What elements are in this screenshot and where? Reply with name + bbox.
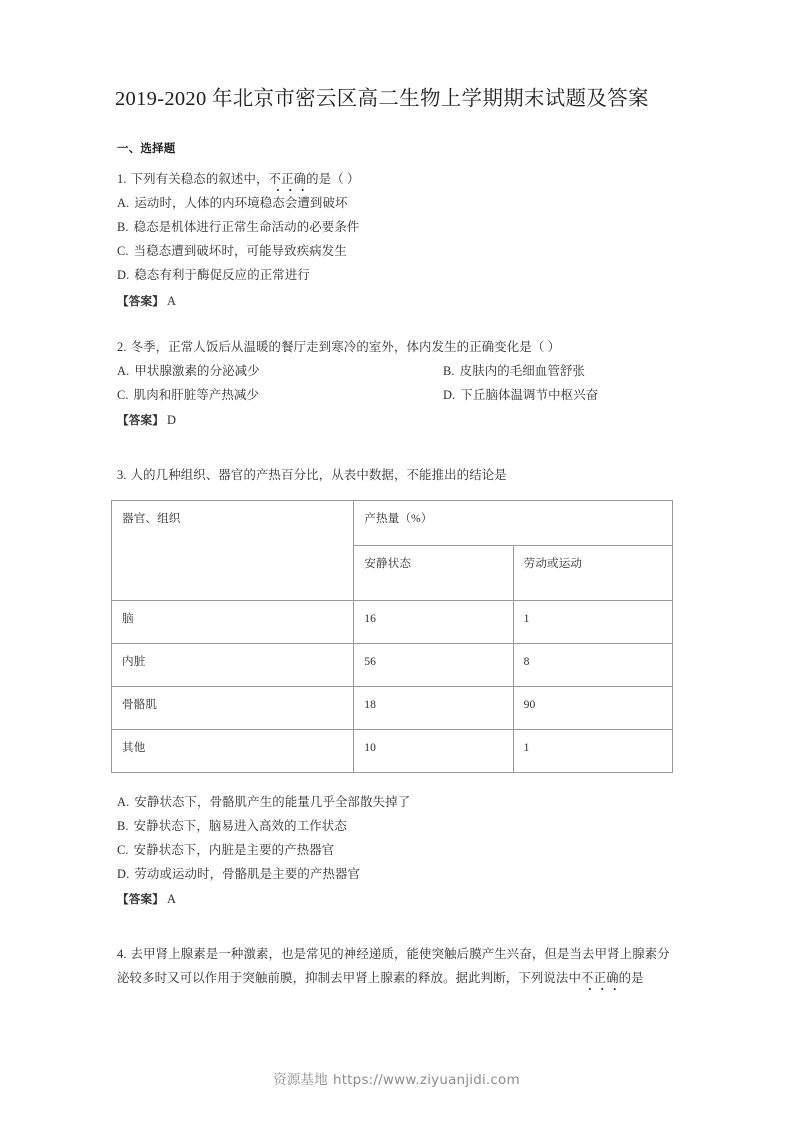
option-label: C. xyxy=(117,388,129,403)
answer-value: D xyxy=(166,413,177,428)
table-cell-active: 90 xyxy=(513,686,672,729)
table-cell-organ: 脑 xyxy=(112,600,354,643)
question-1 xyxy=(117,167,677,313)
table-header-row-top xyxy=(112,500,673,545)
question-3 xyxy=(117,463,677,912)
option-label: B. xyxy=(443,363,455,378)
option-label: A. xyxy=(117,363,130,378)
option-text: 肌肉和肝脏等产热减少 xyxy=(133,388,260,403)
question-2-stem xyxy=(117,335,677,359)
option-text: 安静状态下，骨骼肌产生的能量几乎全部散失掉了 xyxy=(134,794,411,809)
answer-value: A xyxy=(166,293,177,308)
page-title: 2019-2020 年北京市密云区高二生物上学期期末试题及答案 xyxy=(115,88,649,110)
question-1-number: 1. xyxy=(117,171,127,186)
question-3-stem-text: 人的几种组织、器官的产热百分比，从表中数据，不能推出的结论是 xyxy=(130,467,507,482)
question-3-option-d[interactable] xyxy=(117,862,677,886)
question-2-answer xyxy=(117,408,677,432)
option-text: 安静状态下，脑易进入高效的工作状态 xyxy=(133,818,347,833)
table-row xyxy=(112,643,673,686)
option-label: A. xyxy=(117,195,130,210)
table-cell-active: 1 xyxy=(513,729,672,772)
answer-tag: 【答案】 xyxy=(117,892,164,907)
section-heading-choice: 一、选择题 xyxy=(117,140,176,155)
option-text: 劳动或运动时，骨骼肌是主要的产热器官 xyxy=(134,867,361,882)
question-3-answer xyxy=(117,887,677,911)
question-1-stem-before: 下列有关稳态的叙述中， xyxy=(130,171,269,186)
option-text: 稳态有利于酶促反应的正常进行 xyxy=(134,268,310,283)
question-4-stem-after: 的是 xyxy=(618,970,644,985)
question-2-options xyxy=(117,359,677,407)
option-text: 稳态是机体进行正常生命活动的必要条件 xyxy=(133,220,360,235)
option-label: C. xyxy=(117,244,129,259)
question-2-option-d[interactable] xyxy=(443,383,677,407)
question-4-stem-emphasis: 不正确 xyxy=(581,970,619,985)
table-cell-resting: 56 xyxy=(354,643,513,686)
option-text: 当稳态遭到破坏时，可能导致疾病发生 xyxy=(133,244,347,259)
footer-watermark xyxy=(0,1068,793,1088)
question-1-option-c[interactable] xyxy=(117,239,677,263)
table-cell-organ: 骨骼肌 xyxy=(112,686,354,729)
question-1-option-a[interactable] xyxy=(117,191,677,215)
option-text: 下丘脑体温调节中枢兴奋 xyxy=(460,388,599,403)
question-3-stem xyxy=(117,463,677,487)
option-text: 甲状腺激素的分泌减少 xyxy=(134,363,260,378)
table-cell-active: 8 xyxy=(513,643,672,686)
question-4-number: 4. xyxy=(117,946,127,961)
question-2-option-c[interactable] xyxy=(117,383,443,407)
option-label: D. xyxy=(117,867,130,882)
question-1-stem xyxy=(117,167,677,191)
table-row xyxy=(112,686,673,729)
option-text: 安静状态下，内脏是主要的产热器官 xyxy=(133,843,335,858)
answer-tag: 【答案】 xyxy=(117,413,164,428)
table-row xyxy=(112,600,673,643)
table-cell-active: 1 xyxy=(513,600,672,643)
table-header-heat: 产热量（%） xyxy=(354,500,673,545)
question-1-option-b[interactable] xyxy=(117,215,677,239)
question-3-number: 3. xyxy=(117,467,127,482)
question-3-option-b[interactable] xyxy=(117,814,677,838)
table-row xyxy=(112,729,673,772)
question-4-stem-before: 去甲肾上腺素是一种激素，也是常见的神经递质，能使突触后膜产生兴奋，但是当去甲肾上腺素分泌较多时又可以作用于突触前膜，抑制去甲肾上腺素的释放。据此判断，下列说法中 xyxy=(117,946,670,985)
heat-production-table xyxy=(111,500,673,773)
table-subheader-active: 劳动或运动 xyxy=(513,545,672,600)
footer-url: https://www.ziyuanjidi.com xyxy=(332,1072,520,1088)
option-label: B. xyxy=(117,220,129,235)
option-label: D. xyxy=(117,268,130,283)
question-3-option-c[interactable] xyxy=(117,838,677,862)
table-cell-organ: 内脏 xyxy=(112,643,354,686)
option-label: C. xyxy=(117,843,129,858)
question-2 xyxy=(117,335,677,433)
option-text: 运动时，人体的内环境稳态会遭到破坏 xyxy=(134,195,348,210)
question-1-option-d[interactable] xyxy=(117,263,677,287)
question-4 xyxy=(117,942,677,990)
question-2-number: 2. xyxy=(117,339,127,354)
question-2-option-a[interactable] xyxy=(117,359,443,383)
table-cell-resting: 16 xyxy=(354,600,513,643)
answer-tag: 【答案】 xyxy=(117,293,164,308)
table-cell-organ: 其他 xyxy=(112,729,354,772)
option-label: B. xyxy=(117,818,129,833)
question-4-stem xyxy=(117,942,677,990)
table-cell-resting: 10 xyxy=(354,729,513,772)
question-1-stem-after: 的是（ ） xyxy=(306,171,360,186)
table-cell-resting: 18 xyxy=(354,686,513,729)
table-subheader-resting: 安静状态 xyxy=(354,545,513,600)
option-label: A. xyxy=(117,794,130,809)
footer-site-name: 资源基地 xyxy=(273,1072,328,1088)
question-2-option-b[interactable] xyxy=(443,359,677,383)
table-header-organ: 器官、组织 xyxy=(112,500,354,600)
question-2-stem-text: 冬季，正常人饭后从温暖的餐厅走到寒冷的室外，体内发生的正确变化是（ ） xyxy=(130,339,561,354)
question-3-option-a[interactable] xyxy=(117,790,677,814)
option-label: D. xyxy=(443,388,456,403)
answer-value: A xyxy=(166,892,177,907)
question-1-stem-emphasis: 不正确 xyxy=(268,171,307,186)
document-content xyxy=(117,86,677,1012)
option-text: 皮肤内的毛细血管舒张 xyxy=(459,363,586,378)
question-1-answer xyxy=(117,289,677,313)
